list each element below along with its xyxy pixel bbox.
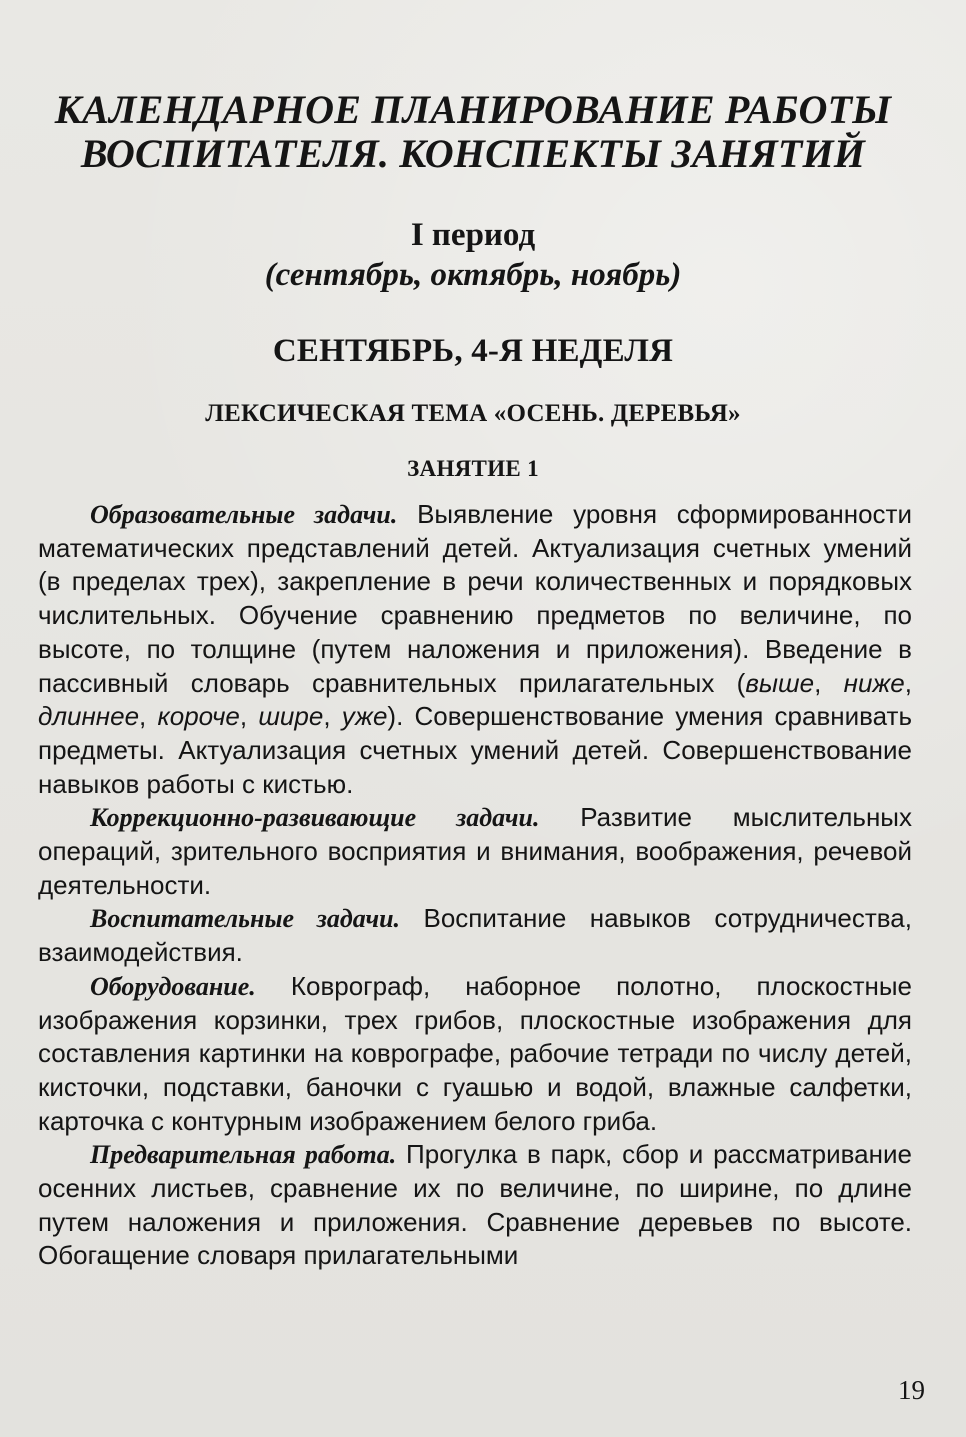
lexical-theme-title: ЛЕКСИЧЕСКАЯ ТЕМА «ОСЕНЬ. ДЕРЕВЬЯ» bbox=[205, 400, 741, 427]
comparative-separator: , bbox=[904, 667, 912, 698]
preliminary-work-text: Прогулка в парк, сбор и рассматривание осенних листьев, сравнение их по величине, по ширине, по длине путем наложения и приложения. Сравнение деревьев по высоте. Обогащение словаря прилагательными bbox=[38, 1139, 912, 1271]
period-months: (сентябрь, октябрь, ноябрь) bbox=[264, 257, 682, 293]
preliminary-work-title: Предварительная работа. bbox=[90, 1140, 397, 1170]
comparative-word-longer: длиннее bbox=[38, 701, 140, 732]
lesson-body bbox=[38, 498, 912, 1273]
equipment-text: Коврограф, наборное полотно, плоскостные изображения корзинки, трех грибов, плоскостные изображения для составления картинки на коврографе, рабочие тетради по числу детей, кисточки, подставки, баночки с гуашью и водой, влажные салфетки, карточка с контурным изображением белого гриба. bbox=[38, 970, 912, 1136]
correctional-tasks-title: Коррекционно-развивающие задачи. bbox=[90, 803, 540, 833]
comparative-separator: , bbox=[323, 701, 342, 732]
comparative-word-shorter: короче bbox=[157, 701, 240, 732]
upbringing-tasks-text: Воспитание навыков сотрудничества, взаимодействия. bbox=[38, 903, 912, 968]
chapter-title-line-2: ВОСПИТАТЕЛЯ. КОНСПЕКТЫ ЗАНЯТИЙ bbox=[80, 131, 866, 176]
week-title: СЕНТЯБРЬ, 4-Я НЕДЕЛЯ bbox=[272, 333, 674, 369]
equipment-title: Оборудование. bbox=[90, 971, 256, 1001]
period-title: I период bbox=[410, 217, 536, 253]
comparative-word-higher: выше bbox=[745, 667, 815, 698]
lesson-title: ЗАНЯТИЕ 1 bbox=[407, 456, 539, 481]
educational-tasks-text-end: ). Совершенствование умения сравнивать предметы. Актуализация счетных умений детей. Совершенствование навыков работы с кистью. bbox=[38, 701, 912, 799]
upbringing-tasks-title: Воспитательные задачи. bbox=[90, 904, 401, 934]
preliminary-work-paragraph bbox=[38, 1138, 912, 1273]
chapter-title bbox=[40, 88, 906, 176]
equipment-paragraph bbox=[38, 970, 912, 1139]
correctional-tasks-text: Развитие мыслительных операций, зрительного восприятия и внимания, воображения, речевой деятельности. bbox=[38, 802, 912, 900]
comparative-separator: , bbox=[139, 701, 158, 732]
educational-tasks-paragraph bbox=[38, 498, 912, 801]
comparative-word-lower: ниже bbox=[843, 667, 905, 698]
educational-tasks-title: Образовательные задачи. bbox=[90, 500, 398, 529]
comparative-word-wider: шире bbox=[258, 701, 324, 732]
correctional-tasks-paragraph bbox=[38, 801, 912, 902]
page-number: 19 bbox=[898, 1375, 925, 1405]
comparative-separator: , bbox=[239, 701, 259, 732]
chapter-title-line-1: КАЛЕНДАРНОЕ ПЛАНИРОВАНИЕ РАБОТЫ bbox=[54, 87, 892, 132]
upbringing-tasks-paragraph bbox=[38, 902, 912, 969]
educational-tasks-text-start: Выявление уровня сформированности математических представлений детей. Актуализация счетных умений (в пределах трех), закрепление в речи количественных и порядковых числительных. Обучение сравнению предметов по величине, по высоте, по толщине (путем наложения и приложения). Введение в пассивный словарь сравнительных прилагательных ( bbox=[38, 499, 912, 698]
comparative-separator: , bbox=[814, 667, 844, 698]
comparative-word-narrower: уже bbox=[341, 701, 388, 732]
